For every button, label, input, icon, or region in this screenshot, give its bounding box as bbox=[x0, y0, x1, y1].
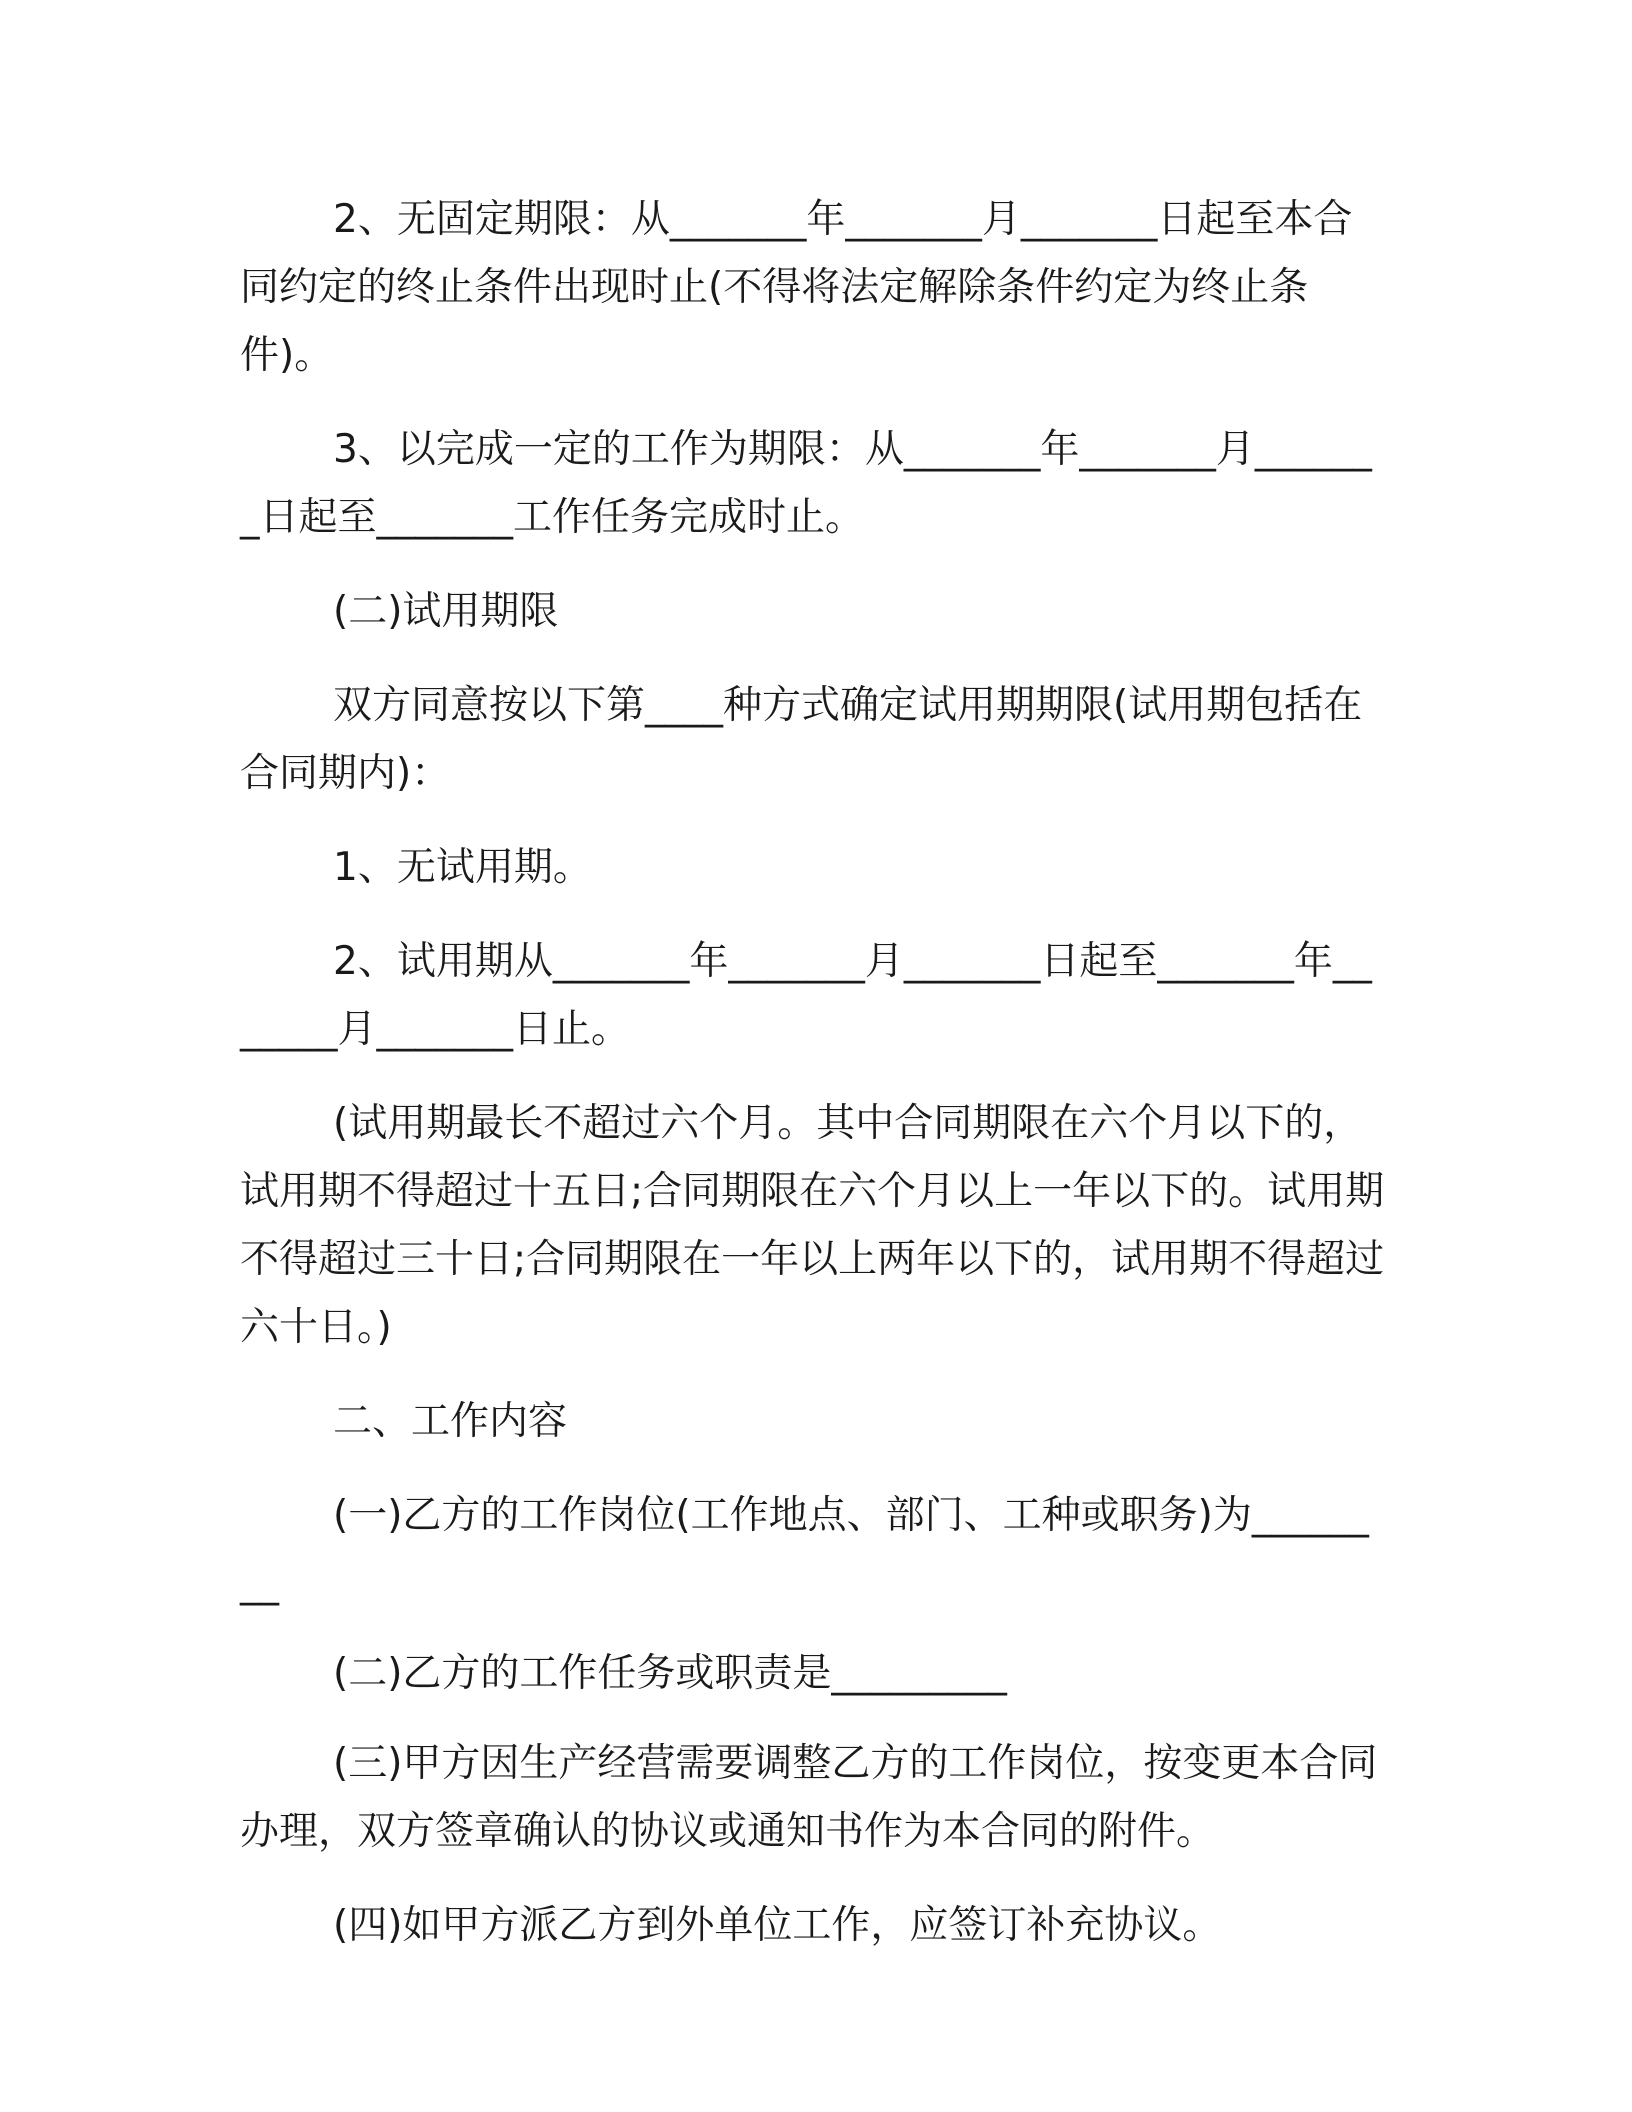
paragraph-task-term: 3、以完成一定的工作为期限：从_______年_______月_______日起至_______工作任务完成时止。 bbox=[240, 427, 1372, 540]
document-body bbox=[240, 186, 1385, 1986]
paragraph-probation-note: (试用期最长不超过六个月。其中合同期限在六个月以下的，试用期不得超过十五日;合同期限在六个月以上一年以下的。试用期不得超过三十日;合同期限在一年以上两年以下的，试用期不得超过六十日。) bbox=[240, 1101, 1385, 1350]
paragraph-work-position: (一)乙方的工作岗位(工作地点、部门、工种或职务)为________ bbox=[240, 1493, 1369, 1606]
paragraph-external-assignment: (四)如甲方派乙方到外单位工作，应签订补充协议。 bbox=[333, 1903, 1222, 1948]
paragraph-no-probation: 1、无试用期。 bbox=[333, 845, 592, 890]
section-heading-probation: (二)试用期限 bbox=[333, 589, 559, 634]
paragraph-probation-method: 双方同意按以下第____种方式确定试用期期限(试用期包括在合同期内)： bbox=[240, 683, 1363, 796]
paragraph-probation-dates: 2、试用期从_______年_______月_______日起至_______年_______月_______日止。 bbox=[240, 939, 1372, 1052]
paragraph-fixed-term-none: 2、无固定期限：从_______年_______月_______日起至本合同约定的终止条件出现时止(不得将法定解除条件约定为终止条件)。 bbox=[240, 197, 1353, 378]
paragraph-work-duties: (二)乙方的工作任务或职责是_________ bbox=[333, 1651, 1007, 1696]
section-heading-work-content: 二、工作内容 bbox=[333, 1399, 568, 1444]
paragraph-position-change: (三)甲方因生产经营需要调整乙方的工作岗位，按变更本合同办理，双方签章确认的协议或通知书作为本合同的附件。 bbox=[240, 1741, 1378, 1854]
